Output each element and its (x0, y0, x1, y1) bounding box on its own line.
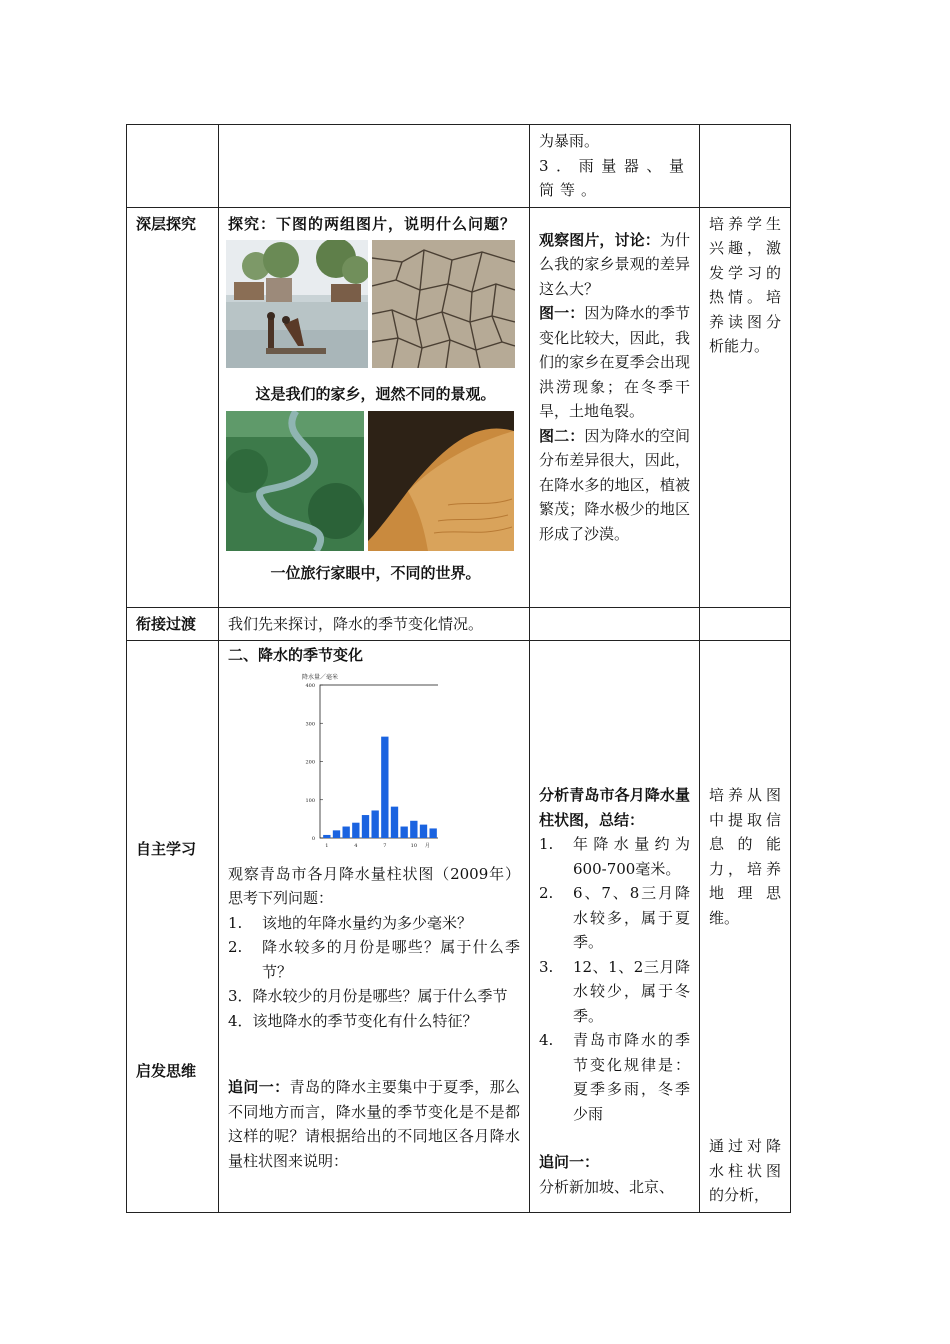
transition-text: 我们先来探讨，降水的季节变化情况。 (228, 614, 484, 633)
list-item: 1. 年降水量约为600-700毫米。 (539, 835, 690, 878)
chart-ytick-label: 100 (305, 797, 315, 804)
transition-cell (219, 607, 530, 641)
row-label (127, 641, 219, 1213)
fig1-label: 图一： (539, 304, 585, 322)
row-label-think: 启发思维 (136, 1062, 197, 1080)
list-item: 4. 青岛市降水的季节变化规律是：夏季多雨，冬季少雨 (539, 1031, 690, 1123)
chart-bar-3 (342, 826, 349, 837)
rainfall-chart-svg (288, 670, 438, 860)
chart-bar-9 (400, 826, 407, 837)
cell-answer-continued (530, 125, 700, 208)
row-label-text: 衔接过渡 (136, 614, 197, 633)
chart-ylabel: 降水量／毫米 (302, 673, 339, 681)
question-4: 4．该地降水的季节变化有什么特征？ (228, 1011, 478, 1030)
cell-empty (127, 125, 219, 208)
flood-photo (226, 240, 368, 368)
discussion-question: 为什么我的家乡景观的差异这么大？ (539, 230, 690, 298)
lesson-plan-table (126, 124, 791, 1213)
text-line: 为暴雨。 (539, 132, 600, 150)
chart-bar-1 (323, 834, 330, 837)
cracked-earth-photo (372, 240, 515, 368)
photo-caption-world: 一位旅行家眼中，不同的世界。 (270, 563, 481, 582)
question-list (228, 911, 520, 985)
cell-empty (700, 607, 791, 641)
table-row-explore (127, 207, 791, 607)
photo-group-home (228, 240, 523, 368)
followup-label: 追问一： (228, 1078, 290, 1096)
row-label (127, 607, 219, 641)
chart-bar-10 (410, 820, 417, 837)
list-item: 1. 该地的年降水量约为多少毫米？ (228, 913, 473, 932)
chart-ytick-label: 300 (305, 720, 315, 727)
row-label (127, 207, 219, 607)
chart-bar-8 (391, 806, 398, 837)
chart-ytick-label: 0 (311, 835, 315, 842)
chart-bar-4 (352, 822, 359, 837)
followup-text-2: 分析新加坡、北京、 (539, 1177, 675, 1196)
followup-text: 青岛的降水主要集中于夏季，那么不同地方而言，降水量的季节变化是不是都这样的呢？请根据给出的不同地区各月降水量柱状图来说明： (228, 1078, 520, 1170)
cell-empty (219, 125, 530, 208)
text-line: 3．雨量器、量筒等。 (539, 156, 690, 199)
fig2-label: 图二： (539, 426, 585, 445)
chart-bar-2 (333, 830, 340, 838)
followup-label-2: 追问一： (539, 1153, 600, 1171)
list-item: 2. 降水较多的月份是哪些？属于什么季节？ (228, 938, 520, 981)
photo-caption-home: 这是我们的家乡，迥然不同的景观。 (255, 385, 496, 403)
chart-ytick-label: 400 (305, 682, 315, 689)
river-forest-photo (226, 411, 364, 551)
table-row-transition (127, 607, 791, 641)
table-row-continued (127, 125, 791, 208)
discussion-head: 观察图片，讨论： (539, 230, 660, 249)
goal-cell (700, 641, 791, 1213)
photo-group-world (228, 411, 523, 551)
goal-text: 培养从图中提取信息的能力，培养地理思维。 (709, 786, 781, 927)
chart-bar-12 (429, 828, 436, 838)
summary-cell (530, 641, 700, 1213)
activity-cell (219, 641, 530, 1213)
section-heading: 二、降水的季节变化 (228, 646, 364, 664)
goal-text-2: 通过对降水柱状图的分析， (709, 1137, 781, 1204)
goal-text: 培养学生兴趣，激发学习的热情。培养读图分析能力。 (709, 214, 781, 355)
explore-prompt: 探究：下图的两组图片，说明什么问题？ (228, 214, 517, 233)
question-3: 3．降水较少的月份是哪些？属于什么季节 (228, 987, 508, 1005)
rainfall-chart (288, 670, 438, 860)
chart-bar-5 (362, 815, 369, 838)
row-label-text: 深层探究 (136, 214, 197, 233)
answer-list (539, 832, 690, 1126)
discussion-cell (530, 207, 700, 607)
summary-head: 分析青岛市各月降水量柱状图，总结： (539, 786, 690, 829)
list-item: 2. 6、7、8三月降水较多，属于夏季。 (539, 884, 690, 951)
activity-cell (219, 207, 530, 607)
chart-xtick-label: 4 (354, 842, 358, 849)
fig2-text: 因为降水的空间分布差异很大，因此，在降水多的地区，植被繁茂；降水极少的地区形成了沙漠。 (539, 426, 690, 543)
row-label-study: 自主学习 (136, 840, 197, 858)
chart-frame (320, 685, 438, 838)
chart-bar-11 (420, 824, 427, 837)
chart-xtick-label: 7 (383, 842, 387, 849)
desert-dune-photo (368, 411, 514, 551)
chart-bar-7 (381, 736, 388, 837)
chart-xtick-label: 10 (410, 842, 418, 849)
chart-xtick-label: 1 (325, 842, 329, 849)
chart-ytick-label: 200 (305, 759, 315, 765)
table-row-study (127, 641, 791, 1213)
goal-cell (700, 207, 791, 607)
fig1-text: 因为降水的季节变化比较大，因此，我们的家乡在夏季会出现洪涝现象；在冬季干旱，土地龟裂。 (539, 304, 690, 420)
chart-xtick-label: 月 (424, 842, 430, 849)
list-item: 3. 12、1、2三月降水较少，属于冬季。 (539, 957, 690, 1025)
cell-empty (530, 607, 700, 641)
observe-text: 观察青岛市各月降水量柱状图（2009年）思考下列问题： (228, 864, 520, 907)
chart-bar-6 (371, 810, 378, 838)
cell-empty (700, 125, 791, 208)
